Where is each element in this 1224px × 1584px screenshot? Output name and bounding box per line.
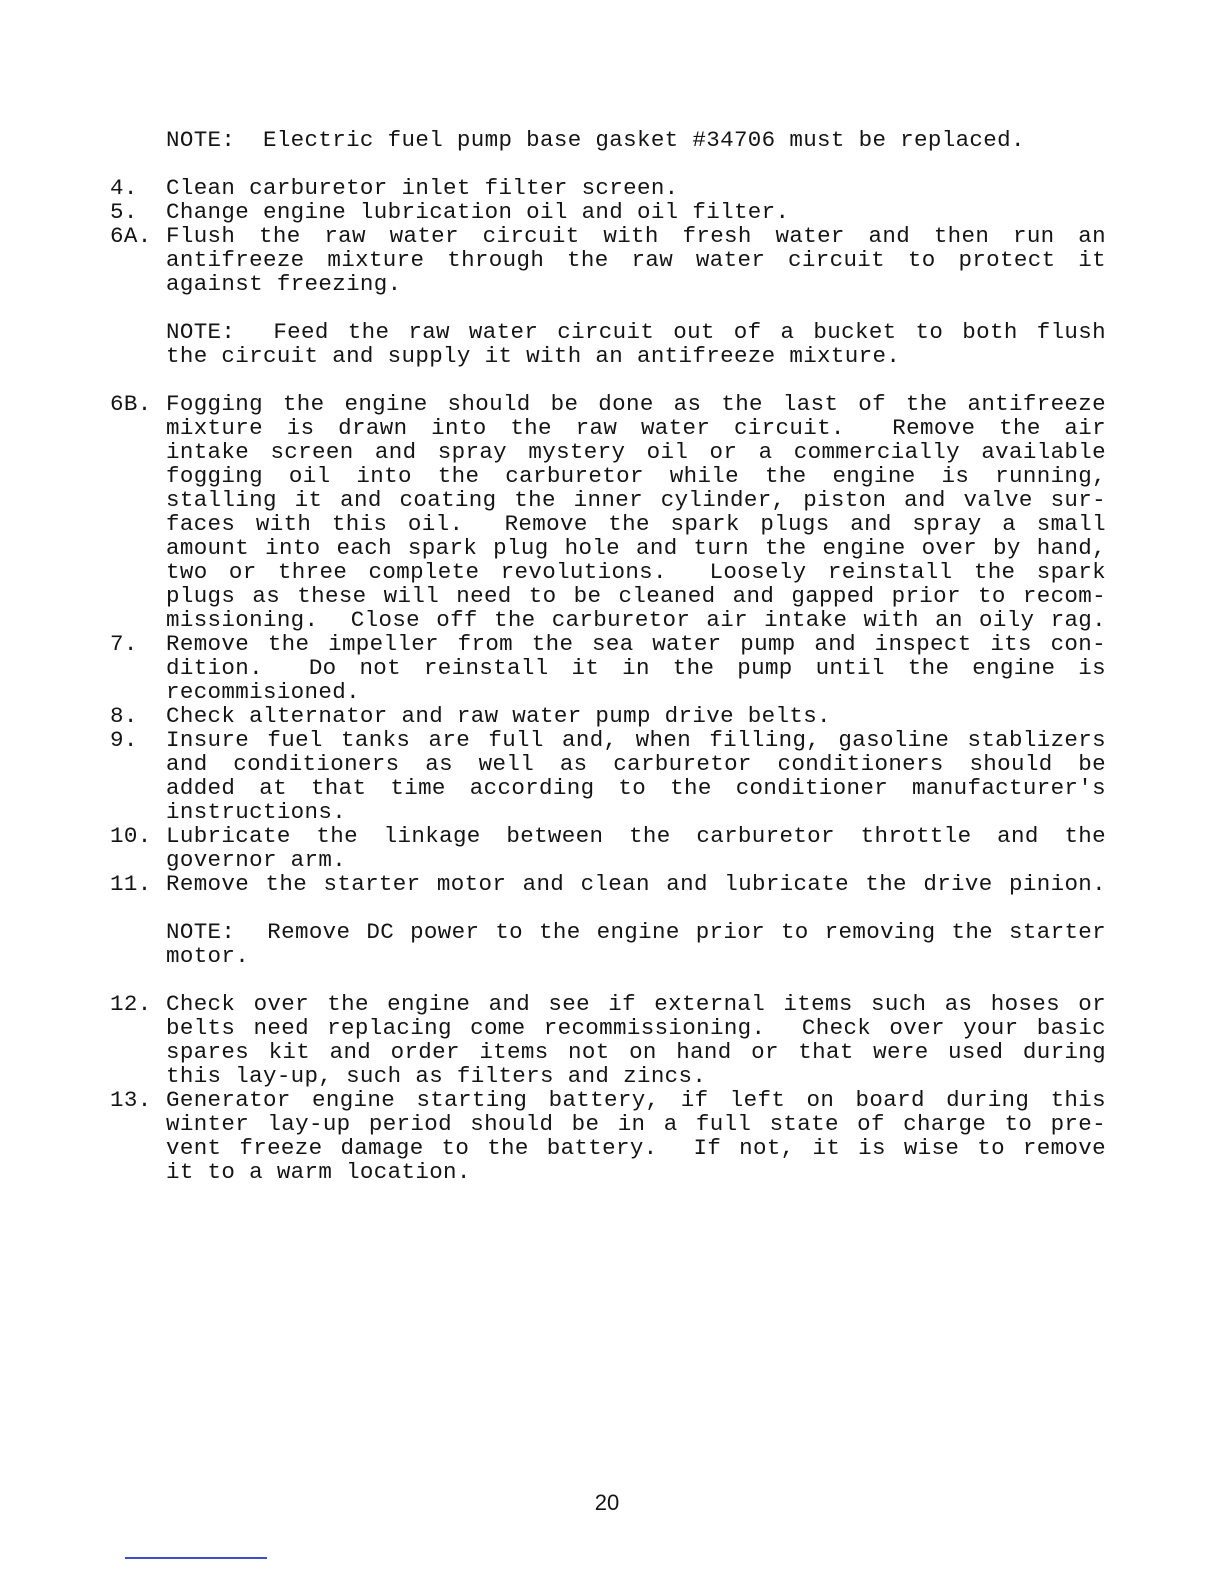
item-line: added at that time according to the conditioner manufacturer's [166,775,1106,801]
item-line: Remove the starter motor and clean and lubricate the drive pinion. [166,871,1106,897]
item-line: belts need replacing come recommissioning. Check over your basic [166,1015,1106,1041]
item-line: vent freeze damage to the battery. If not, it is wise to remove [166,1135,1106,1161]
note-raw-water: NOTE: Feed the raw water circuit out of a bucket to both flush [166,319,1106,345]
item-number: 6B. [110,391,152,417]
item-number: 6A. [110,223,152,249]
item-line: faces with this oil. Remove the spark plugs and spray a small [166,511,1106,537]
item-line: against freezing. [166,271,402,297]
item-line: fogging oil into the carburetor while the engine is running, [166,463,1106,489]
item-line: Generator engine starting battery, if left on board during this [166,1087,1106,1113]
item-line: instructions. [166,799,347,825]
note-raw-water: the circuit and supply it with an antifreeze mixture. [166,343,901,369]
note-fuel-pump-gasket: NOTE: Electric fuel pump base gasket #34706 must be replaced. [166,127,1025,153]
item-line: Check over the engine and see if external items such as hoses or [166,991,1106,1017]
item-line: spares kit and order items not on hand or that were used during [166,1039,1106,1065]
item-number: 9. [110,727,138,753]
item-line: Flush the raw water circuit with fresh water and then run an [166,223,1106,249]
item-line: mixture is drawn into the raw water circuit. Remove the air [166,415,1106,441]
item-line: two or three complete revolutions. Loosely reinstall the spark [166,559,1106,585]
item-line: dition. Do not reinstall it in the pump until the engine is [166,655,1106,681]
item-number: 7. [110,631,138,657]
item-line: it to a warm location. [166,1159,471,1185]
page-number: 20 [594,1490,620,1515]
item-line: winter lay-up period should be in a full state of charge to pre- [166,1111,1106,1137]
item-number: 8. [110,703,138,729]
item-line: Fogging the engine should be done as the last of the antifreeze [166,391,1106,417]
item-line: governor arm. [166,847,347,873]
item-line: and conditioners as well as carburetor conditioners should be [166,751,1106,777]
item-line: Check alternator and raw water pump drive belts. [166,703,831,729]
item-number: 10. [110,823,152,849]
item-line: stalling it and coating the inner cylinder, piston and valve sur- [166,487,1106,513]
item-line: plugs as these will need to be cleaned and gapped prior to recom- [166,583,1106,609]
item-line: Remove the impeller from the sea water pump and inspect its con- [166,631,1106,657]
item-number: 12. [110,991,152,1017]
item-line: recommisioned. [166,679,360,705]
item-line: Clean carburetor inlet filter screen. [166,175,679,201]
note-dc-power: NOTE: Remove DC power to the engine prior to removing the starter [166,919,1106,945]
item-number: 11. [110,871,152,897]
item-line: intake screen and spray mystery oil or a commercially available [166,439,1106,465]
note-dc-power: motor. [166,943,250,969]
item-line: amount into each spark plug hole and turn the engine over by hand, [166,535,1106,561]
item-number: 13. [110,1087,152,1113]
item-line: Change engine lubrication oil and oil filter. [166,199,790,225]
footer-rule [125,1557,267,1559]
item-number: 4. [110,175,138,201]
item-line: Lubricate the linkage between the carburetor throttle and the [166,823,1106,849]
item-line: missioning. Close off the carburetor air intake with an oily rag. [166,607,1106,633]
item-number: 5. [110,199,138,225]
item-line: Insure fuel tanks are full and, when filling, gasoline stablizers [166,727,1106,753]
item-line: antifreeze mixture through the raw water circuit to protect it [166,247,1106,273]
item-line: this lay-up, such as filters and zincs. [166,1063,707,1089]
